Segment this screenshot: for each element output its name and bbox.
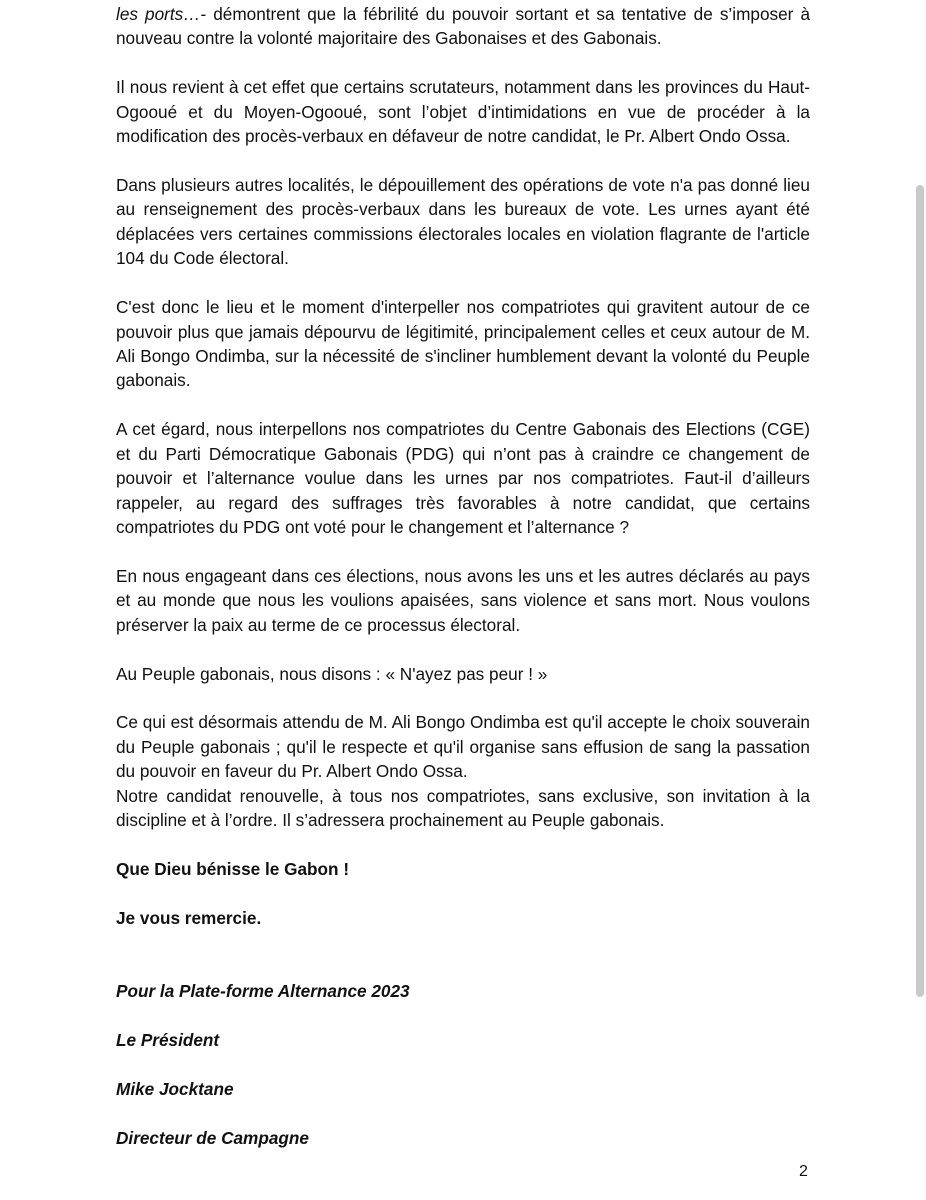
italic-fragment: les ports…: [116, 4, 201, 24]
page-number: 2: [799, 1163, 808, 1180]
paragraph-7: Au Peuple gabonais, nous disons : « N'ayez pas peur ! »: [116, 663, 548, 684]
paragraph-8: Ce qui est désormais attendu de M. Ali Bongo Ondimba est qu'il accepte le choix souverain du Peuple gabonais ; qu'il le respecte et qu'il organise sans effusion de sang la passation du pouvoir en faveur du Pr. Albert Ondo Ossa.: [116, 712, 810, 782]
paragraph-9: Notre candidat renouvelle, à tous nos compatriotes, sans exclusive, son invitation à la discipline et à l’ordre. Il s’adressera prochainement au Peuple gabonais.: [116, 785, 810, 831]
letter-body: [116, 2, 810, 1175]
scrollbar-thumb[interactable]: [916, 185, 924, 997]
paragraph-6: En nous engageant dans ces élections, nous avons les uns et les autres déclarés au pays et au monde que nous les voulions apaisées, sans violence et sans mort. Nous voulons préserver la paix au terme de ce processus électoral.: [116, 565, 810, 635]
paragraph-1-text: - démontrent que la fébrilité du pouvoir sortant et sa tentative de s’imposer à nouveau contre la volonté majoritaire des Gabonaises et des Gabonais.: [116, 4, 810, 49]
paragraph-1: [116, 2, 810, 51]
paragraph-4: C'est donc le lieu et le moment d'interpeller nos compatriotes qui gravitent autour de ce pouvoir plus que jamais dépourvu de légitimité, principalement celles et ceux autour de M. Ali Bongo Ondimba, sur la nécessité de s'incliner humblement devant la volonté du Peuple gabonais.: [116, 297, 810, 391]
paragraph-2: Il nous revient à cet effet que certains scrutateurs, notamment dans les provinces du Haut-Ogooué et du Moyen-Ogooué, sont l’objet d’intimidations en vue de procéder à la modification des procès-verbaux en défaveur de notre candidat, le Pr. Albert Ondo Ossa.: [116, 77, 810, 147]
signature-organization: Pour la Plate-forme Alternance 2023: [116, 981, 410, 1002]
signature-name: Mike Jocktane: [116, 1079, 234, 1100]
thanks-line: Je vous remercie.: [116, 907, 262, 928]
paragraph-5: A cet égard, nous interpellons nos compatriotes du Centre Gabonais des Elections (CGE) et du Parti Démocratique Gabonais (PDG) qui n’ont pas à craindre ce changement de pouvoir et l’alternance voulue dans les urnes par nos compatriotes. Faut-il d’ailleurs rappeler, au regard des suffrages très favorables à notre candidat, que certains compatriotes du PDG ont voté pour le changement et l’alternance ?: [116, 419, 810, 537]
paragraph-3: Dans plusieurs autres localités, le dépouillement des opérations de vote n'a pas donné lieu au renseignement des procès-verbaux dans les bureaux de vote. Les urnes ayant été déplacées vers certaines commissions électorales locales en violation flagrante de l'article 104 du Code électoral.: [116, 175, 810, 269]
signature-title: Le Président: [116, 1030, 220, 1051]
signature-role: Directeur de Campagne: [116, 1128, 309, 1148]
vertical-scrollbar[interactable]: [912, 0, 926, 1200]
blessing-line: Que Dieu bénisse le Gabon !: [116, 858, 350, 879]
